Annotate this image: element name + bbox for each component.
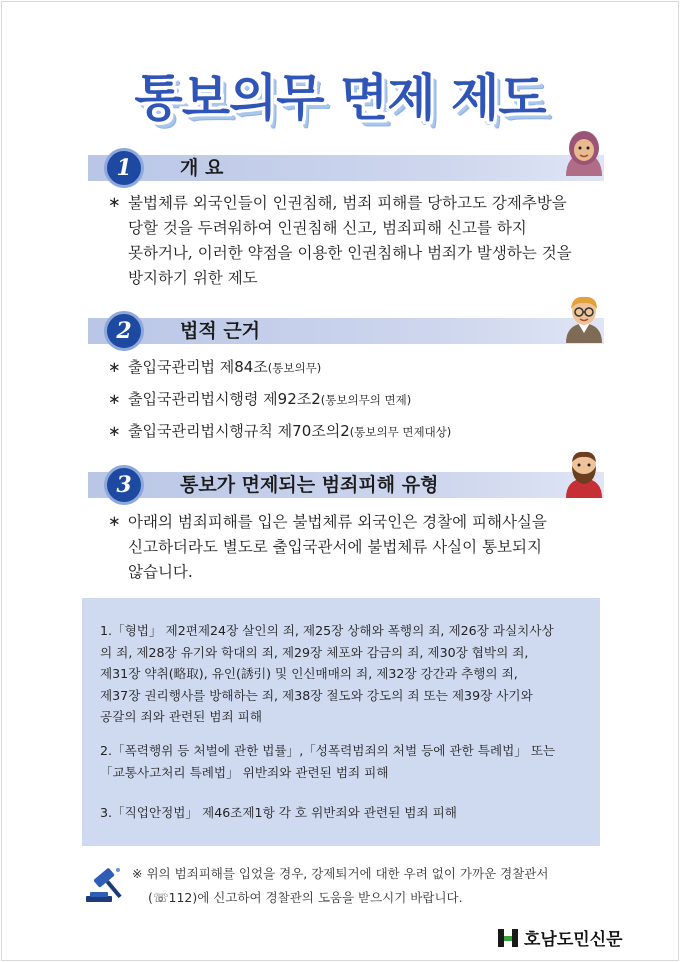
overview-line: 불법체류 외국인들이 인권침해, 범죄 피해를 당하고도 강제추방을	[128, 194, 567, 212]
legal-basis-item: ∗ 출입국관리법 제84조(통보의무)	[108, 358, 322, 376]
crime-line: 1.「형법」 제2편제24장 살인의 죄, 제25장 상해와 폭행의 죄, 제26장 과실치사상	[100, 623, 554, 638]
brand-name: 호남도민신문	[524, 930, 623, 950]
crime-list-item	[100, 802, 588, 824]
section-3-title: 통보가 면제되는 범죄피해 유형	[180, 474, 439, 496]
crime-list-item	[100, 740, 588, 783]
overview-bullet: ∗	[108, 193, 121, 211]
crime-intro-bullet: ∗	[108, 512, 121, 530]
gavel-icon	[82, 862, 126, 906]
legal-basis-item: ∗ 출입국관리법시행규칙 제70조의2(통보의무 면제대상)	[108, 422, 452, 440]
section-1-bar	[88, 155, 604, 181]
legal-basis-sub: (통보의무 면제대상)	[349, 425, 452, 439]
crime-list-box	[82, 598, 600, 846]
crime-line: 의 죄, 제28장 유기와 학대의 죄, 제29장 체포와 감금의 죄, 제30장 협박의 죄,	[100, 644, 529, 660]
section-1-number: 1	[104, 148, 144, 188]
overview-line: 방지하기 위한 제도	[128, 269, 258, 287]
note-text	[132, 862, 548, 910]
note-line: (☏112)에 신고하여 경찰관의 도움을 받으시기 바랍니다.	[148, 890, 463, 905]
woman-hijab-avatar-icon	[562, 130, 606, 178]
legal-basis-main: 출입국관리법시행령 제92조2	[128, 390, 321, 408]
man-glasses-avatar-icon	[562, 293, 606, 343]
overview-line: 당할 것을 두려워하여 인권침해 신고, 범죄피해 신고를 하지	[128, 219, 527, 237]
crime-list-item	[100, 620, 588, 728]
crime-line: 제31장 약취(略取), 유인(誘引) 및 인신매매의 죄, 제32장 강간과 추행의 죄,	[100, 666, 518, 681]
crime-intro-text	[128, 510, 547, 585]
legal-basis-main: 출입국관리법 제84조	[128, 358, 268, 376]
crime-line: 「교통사고처리 특례법」 위반죄와 관련된 범죄 피해	[100, 764, 389, 780]
section-2-number: 2	[104, 311, 144, 351]
section-2-title: 법적 근거	[180, 320, 261, 342]
note-line: ※ 위의 범죄피해를 입었을 경우, 강제퇴거에 대한 우려 없이 가까운 경찰관서	[132, 866, 549, 881]
overview-text	[128, 191, 572, 291]
legal-basis-main: 출입국관리법시행규칙 제70조의2	[128, 422, 350, 440]
brand-logo-icon	[496, 926, 520, 950]
section-1-title: 개 요	[180, 157, 224, 179]
crime-line: 제37장 권리행사를 방해하는 죄, 제38장 절도와 강도의 죄 또는 제39장 사기와	[100, 687, 533, 703]
page-title: 통보의무 면제 제도	[134, 69, 546, 127]
overview-line: 못하거나, 이러한 약점을 이용한 인권침해나 범죄가 발생하는 것을	[128, 244, 572, 262]
crime-intro-line: 않습니다.	[128, 563, 193, 581]
section-3-number: 3	[104, 465, 144, 505]
crime-line: 3.「직업안정법」 제46조제1항 각 호 위반죄와 관련된 범죄 피해	[100, 805, 457, 820]
legal-basis-sub: (통보의무)	[267, 361, 322, 375]
section-2-bar	[88, 318, 604, 344]
legal-basis-item: ∗ 출입국관리법시행령 제92조2(통보의무의 면제)	[108, 390, 412, 408]
crime-intro-line: 신고하더라도 별도로 출입국관서에 불법체류 사실이 통보되지	[128, 538, 542, 556]
man-beard-avatar-icon	[562, 448, 606, 498]
legal-basis-sub: (통보의무의 면제)	[320, 393, 412, 407]
crime-line: 2.「폭력행위 등 처벌에 관한 법률」,「성폭력범죄의 처벌 등에 관한 특례법」 또는	[100, 743, 556, 758]
crime-intro-line: 아래의 범죄피해를 입은 불법체류 외국인은 경찰에 피해사실을	[128, 513, 547, 531]
crime-line: 공갈의 죄와 관련된 범죄 피해	[100, 709, 262, 724]
